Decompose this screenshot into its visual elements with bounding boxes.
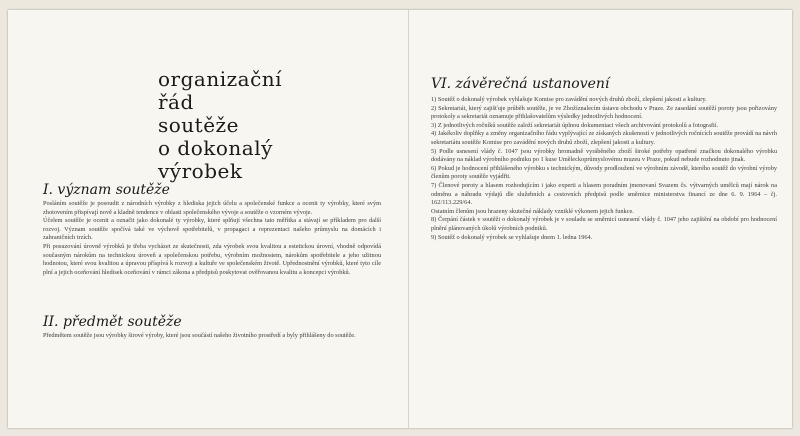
right-page [409,10,792,428]
title-line: výrobek [158,159,243,183]
section-heading-predmet: II. předmět soutěže [43,314,182,330]
paragraph: 6) Pokud je hodnocení přihlášeného výrobku s technickým, důvody prodloužení ve výrobním závodě, kterého soutěž do výrobní výroby členům poroty soutěže vyjádřit. [431,164,777,181]
paragraph: 2) Sekretariát, který zajišťuje průběh soutěže, je ve Zbožíznalecím ústavu obchodu v Praze. Ze zasedání soutěží poroty jsou pořizovány protokoly a sekretariát oznamuje přihlašovatelům výsledky jednotlivých hodnocení. [431,104,777,121]
title-line: o dokonalý [158,136,273,160]
title-line: řád [158,90,194,114]
paragraph: Ostatním členům jsou hrazeny skutečné náklady vzniklé výkonem jejich funkce. [431,207,634,215]
paragraph: Předmětem soutěže jsou výrobky širové výroby, které jsou součástí našeho životního prostředí a byly přihlášeny do soutěže. [43,332,356,339]
paragraph: 8) Čerpání částek v soutěži o dokonalý výrobek je v souladu se směrnicí usnesení vlády č. 1047 jeho zajištění na období pro hodnocení plnění plánovaných úkolů výrobních podniků. [431,216,777,232]
section-heading-vyznam: I. význam soutěže [43,182,170,198]
paragraph: 7) Členové poroty a hlasem rozhodujícím i jako experti a hlasem poradním jmenovaní Svazem čs. výtvarných umělců mají nárok na odměnu a náhradu výdajů dle služebních a cestovních předpisů podle směrnice ministerstva financí ze dne 6. 9. 1964 – čj. 162/113.229/64. [431,181,777,207]
left-page [8,10,408,428]
section-text-predmet [43,332,381,341]
paragraph: 9) Soutěž o dokonalý výrobek se vyhlašuje dnem 1. ledna 1964. [431,233,593,241]
title-line: organizační [158,67,283,91]
paragraph: 4) Jakékoliv doplňky a změny organizačního řádu vyplývající ze získaných zkušeností v jednotlivých ročnících soutěže provádí na návrh sekretariátu soutěže Komise pro zavádění nových druhů zboží, zlepšení jakosti a kultury. [431,130,777,146]
section-text-vyznam [43,200,381,277]
section-heading-zaverecna: VI. závěrečná ustanovení [431,76,610,92]
paragraph: Při posuzování úrovně výrobků je třeba vycházet ze skutečnosti, zda výrobek svou kvalitou a estetickou úrovní, vhodně odpovídá současným nárokům na technickou úroveň a společenskou potřebu, výrobním možnostem, nárokům spotřebitele a jeho užitnou hodnotou, které svou kvalitou a úpravou příspívá k rozvoji a kultuře ve společenském životě. Upřednostnění výrobků, které tyto cíle plní a jejich oceňování hledisek oceňování v rámci zákona a předpisů poskytovat ověřovanou kvalitu a koncepci výrobků. [43,242,381,276]
brochure-spread [8,10,792,428]
paragraph: Účelem soutěže je ocenit a označit jako dokonalé ty výrobky, které splňují všechna tato měřítka a stávají se příkladem pro další rozvoj. Význam soutěže spočívá také ve výchově spotřebitelů, v propagaci a reprezentaci našeho průmyslu na domácích i zahraničních trzích. [43,217,381,242]
paragraph: 1) Soutěž o dokonalý výrobek vyhlašuje Komise pro zavádění nových druhů zboží, zlepšení jakosti a kultury. [431,96,707,103]
paragraph: 3) Z jednotlivých ročníků soutěže založí sekretariát úplnou dokumentaci všech archivování protokolů a fotografií. [431,121,719,129]
section-text-zaverecna [431,96,777,242]
paragraph: 5) Podle usnesení vlády č. 1047 jsou výrobky hromadně vyráběného zboží široké potřeby opatřené značkou dokonalého výrobku dodávány na náklad výrobního podniku po 1 kuse Uměleckoprůmyslovému muzeu v Praze, pokud nebude rozhodnuto jinak. [431,147,777,164]
paragraph: Posláním soutěže je posoudit z národních výrobky z hlediska jejich účelu a společenské funkce a ocenit ty výrobky, které svým zhotovením přispívají nově a kladně tendence v oblasti společenského vývoje a soutěže o vzorném vývoje. [43,200,381,216]
title-line: soutěže [158,113,239,137]
document-title [158,68,282,183]
